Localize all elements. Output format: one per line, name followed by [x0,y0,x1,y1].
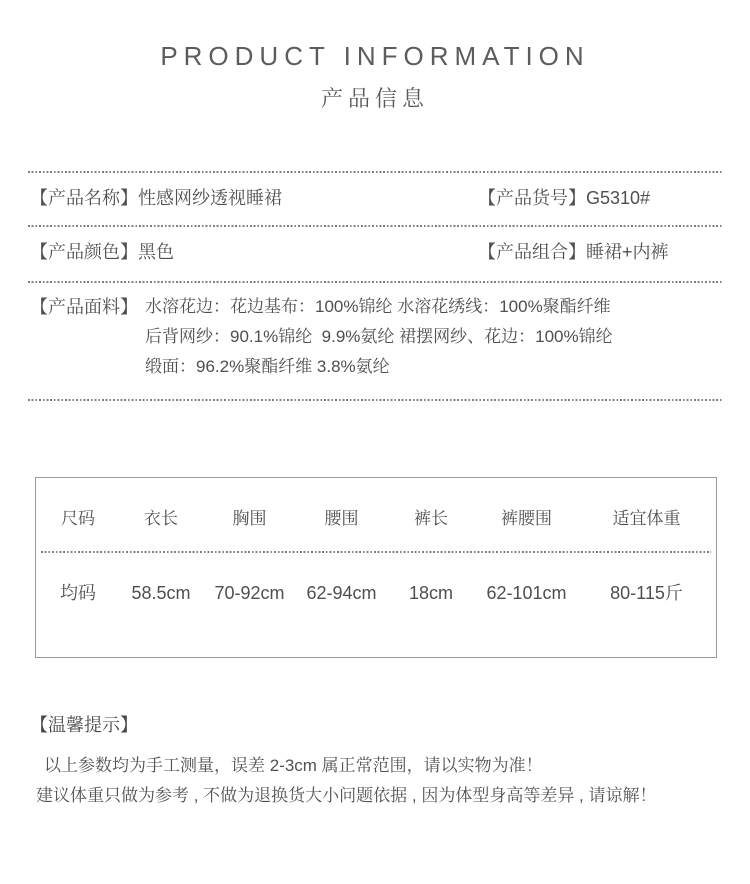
size-value-length: 58.5cm [131,583,191,603]
size-value-pant-waist: 62-101cm [486,583,567,603]
product-color-value: 黑色 [138,242,174,262]
size-table-header-size: 尺码 [61,509,95,528]
divider-4 [28,399,722,401]
info-row-name [0,187,750,211]
size-table-header-bust: 胸围 [232,509,267,528]
size-table-header-weight: 适宜体重 [612,509,681,528]
size-value-bust: 70-92cm [214,583,285,603]
size-table-header-pant-length: 裤长 [414,509,448,528]
size-value-size: 均码 [60,583,96,603]
divider-2 [28,225,722,227]
material-line-3: 缎面：96.2%聚酯纤维 3.8%氨纶 [145,357,390,376]
warm-tips-title: 【温馨提示】 [30,715,138,735]
product-set-value: 睡裙+内裤 [586,242,669,262]
product-name-value: 性感网纱透视睡裙 [138,188,282,208]
size-table-header-waist: 腰围 [324,509,359,528]
size-table-data-row [36,572,716,614]
info-row-color [0,241,750,265]
product-color-pair [30,241,174,263]
product-sku-pair [478,187,650,209]
page-title-cn: 产品信息 [320,86,429,111]
warm-tips-line-2: 建议体重只做为参考 , 不做为退换货大小问题依据 , 因为体型身高等差异 , 请谅解！ [36,786,657,805]
product-color-label: 【产品颜色】 [30,242,138,262]
size-table-divider [41,551,711,553]
warm-tips-line-1: 以上参数均为手工测量，误差 2-3cm 属正常范围，请以实物为准！ [44,756,543,775]
product-sku-value: G5310# [586,188,651,208]
size-table-header-row [36,498,716,540]
product-name-label: 【产品名称】 [30,188,138,208]
size-value-pant-length: 18cm [408,583,453,603]
product-material-label: 【产品面料】 [30,297,138,317]
material-line-2: 后背网纱：90.1%锦纶 9.9%氨纶 裙摆网纱、花边：100%锦纶 [145,327,613,346]
material-line-1: 水溶花边：花边基布：100%锦纶 水溶花绣线：100%聚酯纤维 [145,297,611,316]
page-title-en: PRODUCT INFORMATION [160,41,590,71]
size-value-weight: 80-115斤 [610,583,683,603]
product-set-pair [478,241,669,263]
product-name-pair [30,187,282,209]
product-set-label: 【产品组合】 [478,242,586,262]
size-table [35,477,717,658]
size-value-waist: 62-94cm [306,583,377,603]
product-material-lines [145,292,613,382]
size-table-header-pant-waist: 裤腰围 [501,509,552,528]
divider-top [28,171,722,173]
size-table-header-length: 衣长 [144,509,178,528]
divider-3 [28,281,722,283]
product-sku-label: 【产品货号】 [478,188,586,208]
